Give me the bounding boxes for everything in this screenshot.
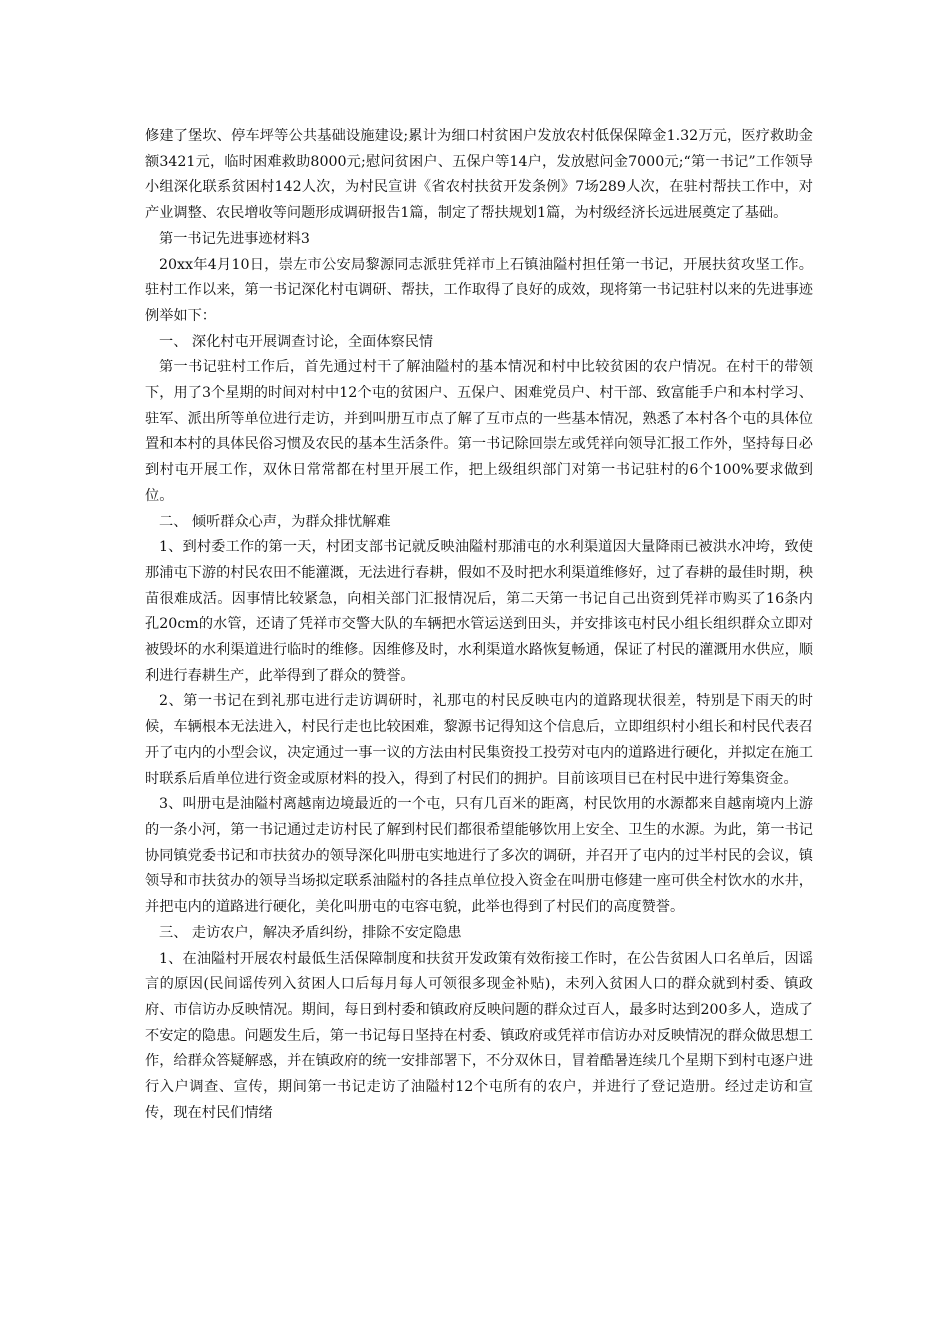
paragraph: 1、到村委工作的第一天，村团支部书记就反映油隘村那浦屯的水利渠道因大量降雨已被洪水冲垮，致使那浦屯下游的村民农田不能灌溉，无法进行春耕，假如不及时把水利渠道维修好，过了春耕的最佳时期，秧苗很难成活。因事情比较紧急，向相关部门汇报情况后，第二天第一书记自己出资到凭祥市购买了16条内孔20cm的水管，还请了凭祥市交警大队的车辆把水管运送到田头，并安排该屯村民小组长组织群众立即对被毁坏的水利渠道进行临时的维修。因维修及时，水利渠道水路恢复畅通，保证了村民的灌溉用水供应，顺利进行春耕生产，此举得到了群众的赞誉。 xyxy=(145,539,813,684)
document-body xyxy=(145,124,813,1126)
paragraph-intro: 20xx年4月10日，崇左市公安局黎源同志派驻凭祥市上石镇油隘村担任第一书记，开展扶贫攻坚工作。驻村工作以来，第一书记深化村屯调研、帮扶，工作取得了良好的成效，现将第一书记驻村以来的先进事迹例举如下： xyxy=(145,256,813,324)
paragraph: 第一书记驻村工作后，首先通过村干了解油隘村的基本情况和村中比较贫困的农户情况。在村干的带领下，用了3个星期的时间对村中12个屯的贫困户、五保户、困难党员户、村干部、致富能手户和本村学习、驻军、派出所等单位进行走访，并到叫册互市点了解了互市点的一些基本情况，熟悉了本村各个屯的具体位置和本村的具体民俗习惯及农民的基本生活条件。第一书记除回崇左或凭祥向领导汇报工作外，坚持每日必到村屯开展工作，双休日常常都在村里开展工作，把上级组织部门对第一书记驻村的6个100%要求做到位。 xyxy=(145,359,813,504)
section-title: 第一书记先进事迹材料3 xyxy=(159,230,310,247)
heading-three: 三、 走访农户，解决矛盾纠纷，排除不安定隐患 xyxy=(159,924,462,941)
paragraph: 1、在油隘村开展农村最低生活保障制度和扶贫开发政策有效衔接工作时，在公告贫困人口名单后，因谣言的原因(民间谣传列入贫困人口后每月每人可领很多现金补贴)，未列入贫困人口的群众就到村委、镇政府、市信访办反映情况。期间，每日到村委和镇政府反映问题的群众过百人，最多时达到200多人，造成了不安定的隐患。问题发生后，第一书记每日坚持在村委、镇政府或凭祥市信访办对反映情况的群众做思想工作，给群众答疑解惑，并在镇政府的统一安排部署下，不分双休日，冒着酷暑连续几个星期下到村屯逐户进行入户调查、宣传，期间第一书记走访了油隘村12个屯所有的农户，并进行了登记造册。经过走访和宣传，现在村民们情绪 xyxy=(145,950,813,1121)
heading-one: 一、 深化村屯开展调查讨论，全面体察民情 xyxy=(159,333,434,350)
paragraph-continuation: 修建了堡坎、停车坪等公共基础设施建设;累计为细口村贫困户发放农村低保保障金1.32万元，医疗救助金额3421元，临时困难救助8000元;慰问贫困户、五保户等14户，发放慰问金7000元;“第一书记”工作领导小组深化联系贫困村142人次，为村民宣讲《省农村扶贫开发条例》7场289人次，在驻村帮扶工作中，对产业调整、农民增收等问题形成调研报告1篇，制定了帮扶规划1篇，为村级经济长远进展奠定了基础。 xyxy=(145,128,813,222)
paragraph: 2、第一书记在到礼那屯进行走访调研时，礼那屯的村民反映屯内的道路现状很差，特别是下雨天的时候，车辆根本无法进入，村民行走也比较困难，黎源书记得知这个信息后，立即组织村小组长和村民代表召开了屯内的小型会议，决定通过一事一议的方法由村民集资投工投劳对屯内的道路进行硬化，并拟定在施工时联系后盾单位进行资金或原材料的投入，得到了村民们的拥护。目前该项目已在村民中进行筹集资金。 xyxy=(145,693,813,787)
paragraph: 3、叫册屯是油隘村离越南边境最近的一个屯，只有几百米的距离，村民饮用的水源都来自越南境内上游的一条小河，第一书记通过走访村民了解到村民们都很希望能够饮用上安全、卫生的水源。为此，第一书记协同镇党委书记和市扶贫办的领导深化叫册屯实地进行了多次的调研，并召开了屯内的过半村民的会议，镇领导和市扶贫办的领导当场拟定联系油隘村的各挂点单位投入资金在叫册屯修建一座可供全村饮水的水井，并把屯内的道路进行硬化，美化叫册屯的屯容屯貌，此举也得到了村民们的高度赞誉。 xyxy=(145,796,813,916)
heading-two: 二、 倾听群众心声，为群众排忧解难 xyxy=(159,513,391,530)
